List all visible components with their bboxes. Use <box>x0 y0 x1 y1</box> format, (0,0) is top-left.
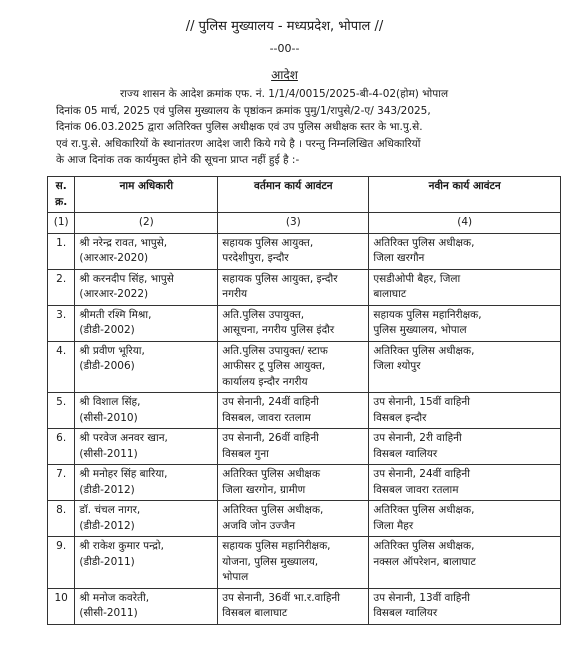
office-header: // पुलिस मुख्यालय - मध्यप्रदेश, भोपाल // <box>185 19 384 34</box>
table-row <box>48 537 561 589</box>
cell-line: उप सेनानी, 26वीं वाहिनी <box>222 432 319 444</box>
cell-line: पुलिस मुख्यालय, भोपाल <box>373 324 467 336</box>
cell-line: नक्सल ऑपरेशन, बालाघाट <box>373 555 476 568</box>
cell-sn: 4. <box>48 341 75 393</box>
cell-line: अतिरिक्त पुलिस अधीक्षक, <box>373 504 475 516</box>
paragraph-line: दिनांक 06.03.2025 द्वारा अतिरिक्त पुलिस अधीक्षक एवं उप पुलिस अधीक्षक स्तर के भा.पु.से. <box>56 121 423 133</box>
cell-sn: 2. <box>48 269 75 305</box>
cell-line: श्री विशाल सिंह, <box>79 396 141 408</box>
header-sn: स. क्र. <box>48 177 75 213</box>
cell-name <box>75 429 218 465</box>
cell-line: एसडीओपी बैहर, जिला <box>373 272 461 285</box>
cell-new <box>369 429 561 465</box>
cell-line: विसबल बालाघाट <box>222 607 288 619</box>
cell-line: अति.पुलिस उपायुक्त/ स्टाफ <box>222 344 328 357</box>
cell-new <box>369 233 561 269</box>
cell-line: (डीडी-2002) <box>79 324 135 336</box>
cell-sn: 10 <box>48 588 75 624</box>
col-number: (1) <box>48 213 75 234</box>
header-name: नाम अधिकारी <box>75 177 218 213</box>
cell-sn: 6. <box>48 429 75 465</box>
paragraph-line: राज्य शासन के आदेश क्रमांक एफ. नं. 1/1/4/0015/2025-बी-4-02(होम) भोपाल <box>120 88 449 100</box>
cell-new <box>369 341 561 393</box>
cell-line: आफीसर टू पुलिस आयुक्त, <box>222 360 326 372</box>
header-current: वर्तमान कार्य आवंटन <box>218 177 369 213</box>
cell-line: बालाघाट <box>373 288 407 300</box>
cell-line: (डीडी-2006) <box>79 360 135 372</box>
cell-name <box>75 465 218 501</box>
cell-line: (सीसी-2010) <box>79 411 138 424</box>
paragraph-line: दिनांक 05 मार्च, 2025 एवं पुलिस मुख्यालय के पृष्ठांकन क्रमांक पुमु/1/रापुसे/2-ए/ 343/2025, <box>56 104 431 117</box>
cell-current <box>218 393 369 429</box>
cell-line: विसबल जावरा रतलाम <box>373 483 459 496</box>
cell-name <box>75 588 218 624</box>
cell-name <box>75 393 218 429</box>
cell-current <box>218 588 369 624</box>
cell-line: श्री करनदीप सिंह, भापुसे <box>79 272 174 285</box>
paragraph-line: एवं रा.पु.से. अधिकारियों के स्थानांतरण आदेश जारी किये गये है । परन्तु निम्नलिखित अधिकारियों <box>56 137 421 150</box>
cell-current <box>218 233 369 269</box>
cell-line: (सीसी-2011) <box>79 447 138 460</box>
cell-name <box>75 501 218 537</box>
cell-line: कार्यालय इन्दौर नगरीय <box>222 375 308 388</box>
cell-line: जिला खरगोन, ग्रामीण <box>222 483 306 496</box>
cell-line: अतिरिक्त पुलिस अधीक्षक <box>222 468 321 480</box>
cell-sn: 3. <box>48 305 75 341</box>
cell-line: जिला मैहर <box>373 519 414 532</box>
cell-line: श्री नरेन्द्र रावत, भापुसे, <box>79 236 168 249</box>
cell-new <box>369 501 561 537</box>
cell-line: डॉ. चंचल नागर, <box>79 504 141 516</box>
cell-line: अतिरिक्त पुलिस अधीक्षक, <box>373 236 475 249</box>
cell-line: जिला खरगौन <box>373 252 425 264</box>
cell-current <box>218 429 369 465</box>
cell-line: श्री मनोज कवरेती, <box>79 591 150 604</box>
paragraph-line: के आज दिनांक तक कार्यमुक्त होने की सूचना प्राप्त नहीं हुई है :- <box>56 154 300 166</box>
cell-line: (डीडी-2012) <box>79 483 135 496</box>
cell-current <box>218 501 369 537</box>
cell-line: (डीडी-2011) <box>79 555 135 568</box>
table-row <box>48 501 561 537</box>
cell-line: श्री प्रवीण भूरिया, <box>79 344 145 357</box>
header-new: नवीन कार्य आवंटन <box>369 177 561 213</box>
cell-current <box>218 305 369 341</box>
cell-line: आसूचना, नगरीय पुलिस इंदौर <box>222 324 335 336</box>
cell-line: विसबल, जावरा रतलाम <box>222 411 311 424</box>
cell-name <box>75 269 218 305</box>
table-row <box>48 429 561 465</box>
column-number-row <box>48 213 561 234</box>
cell-line: उप सेनानी, 15वीं वाहिनी <box>373 396 470 408</box>
cell-current <box>218 269 369 305</box>
cell-sn: 5. <box>48 393 75 429</box>
cell-line: श्रीमती रश्मि मिश्रा, <box>79 308 152 321</box>
cell-line: अजवि जोन उज्जैन <box>222 519 296 532</box>
cell-line: अतिरिक्त पुलिस अधीक्षक, <box>373 344 475 357</box>
cell-line: उप सेनानी, 2री वाहिनी <box>373 432 462 444</box>
cell-line: उप सेनानी, 36वीं भा.र.वाहिनी <box>222 591 340 604</box>
cell-line: अति.पुलिस उपायुक्त, <box>222 308 305 321</box>
cell-name <box>75 233 218 269</box>
cell-new <box>369 588 561 624</box>
cell-line: श्री राकेश कुमार पन्द्रो, <box>79 540 164 552</box>
cell-sn: 7. <box>48 465 75 501</box>
cell-line: अतिरिक्त पुलिस अधीक्षक, <box>373 540 475 552</box>
cell-sn: 8. <box>48 501 75 537</box>
cell-new <box>369 393 561 429</box>
cell-line: अतिरिक्त पुलिस अधीक्षक, <box>222 504 324 516</box>
cell-new <box>369 269 561 305</box>
cell-line: (सीसी-2011) <box>79 607 138 619</box>
table-body <box>48 233 561 624</box>
cell-current <box>218 537 369 589</box>
table-row <box>48 588 561 624</box>
cell-name <box>75 341 218 393</box>
table-row <box>48 233 561 269</box>
cell-line: सहायक पुलिस महानिरीक्षक, <box>373 308 482 321</box>
cell-new <box>369 305 561 341</box>
cell-sn: 9. <box>48 537 75 589</box>
cell-name <box>75 305 218 341</box>
cell-line: परदेशीपुरा, इन्दौर <box>222 252 289 264</box>
cell-line: श्री परवेज अनवर खान, <box>79 432 168 444</box>
table-row <box>48 269 561 305</box>
col-number: (3) <box>218 213 369 234</box>
cell-line: नगरीय <box>222 288 248 300</box>
cell-line: (डीडी-2012) <box>79 519 135 532</box>
table-row <box>48 465 561 501</box>
cell-line: उप सेनानी, 24वीं वाहिनी <box>222 396 319 408</box>
cell-current <box>218 341 369 393</box>
separator: --00-- <box>269 42 300 55</box>
col-number: (4) <box>369 213 561 234</box>
cell-current <box>218 465 369 501</box>
table-header-row <box>48 177 561 213</box>
cell-line: जिला श्योपुर <box>373 360 421 372</box>
table-row <box>48 341 561 393</box>
cell-line: (आरआर-2020) <box>79 252 149 264</box>
table-row <box>48 305 561 341</box>
cell-line: विसबल गुना <box>222 447 269 460</box>
cell-line: विसबल इन्दौर <box>373 411 427 424</box>
table-row <box>48 393 561 429</box>
cell-new <box>369 537 561 589</box>
cell-line: विसबल ग्वालियर <box>373 607 438 619</box>
cell-line: श्री मनोहर सिंह बारिया, <box>79 468 168 480</box>
cell-name <box>75 537 218 589</box>
cell-line: (आरआर-2022) <box>79 288 149 300</box>
cell-line: विसबल ग्वालियर <box>373 447 438 460</box>
cell-new <box>369 465 561 501</box>
cell-line: योजना, पुलिस मुख्यालय, <box>222 555 319 568</box>
col-number: (2) <box>75 213 218 234</box>
cell-line: उप सेनानी, 24वीं वाहिनी <box>373 468 470 480</box>
order-title: आदेश <box>271 68 298 82</box>
cell-line: सहायक पुलिस महानिरीक्षक, <box>222 540 331 552</box>
order-paragraph <box>56 86 546 169</box>
cell-line: सहायक पुलिस आयुक्त, इन्दौर <box>222 272 338 285</box>
cell-sn: 1. <box>48 233 75 269</box>
officers-table <box>47 176 561 625</box>
cell-line: उप सेनानी, 13वीं वाहिनी <box>373 591 470 604</box>
cell-line: सहायक पुलिस आयुक्त, <box>222 236 314 249</box>
cell-line: भोपाल <box>222 571 249 583</box>
